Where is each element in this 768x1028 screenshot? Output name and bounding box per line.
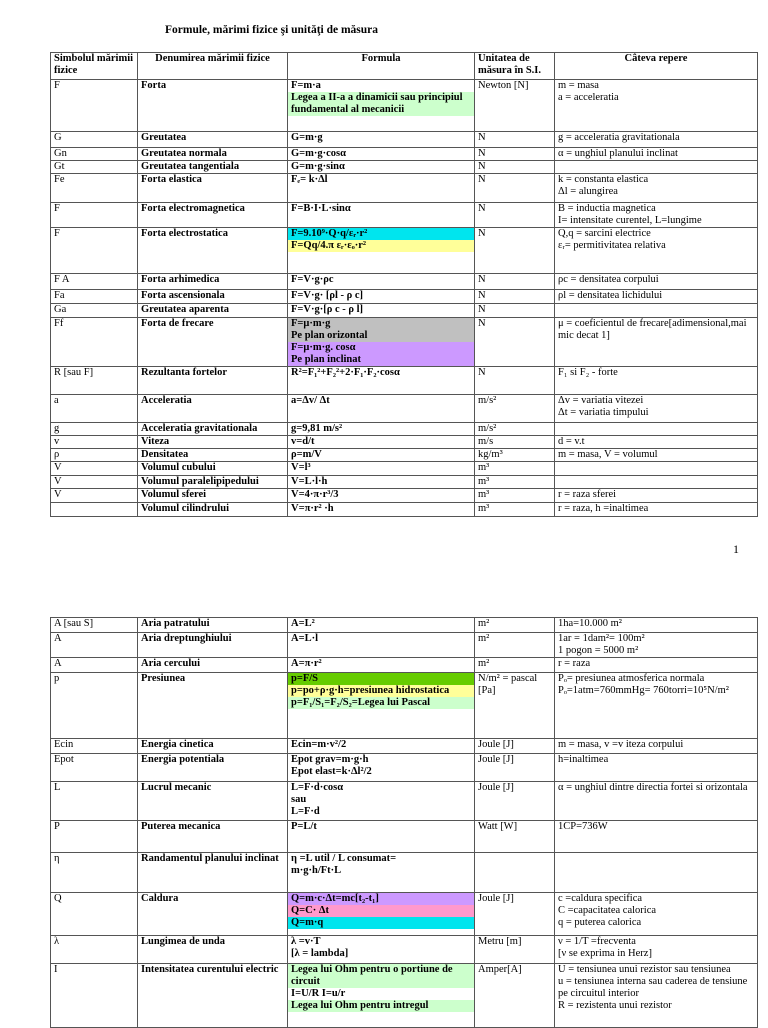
cell-notes — [555, 148, 758, 161]
formula-line: R²=F₁²+F₂²+2·F₁·F₂·cosα — [291, 367, 400, 378]
cell-formula — [288, 964, 475, 1028]
cell-formula — [288, 893, 475, 936]
cell-formula — [288, 449, 475, 462]
cell-symbol: Fa — [51, 290, 138, 304]
formula-line: Legea a II-a a dinamicii sau principiul fundamental al mecanicii — [288, 92, 474, 116]
cell-formula — [288, 395, 475, 423]
formula-line: P=L/t — [291, 821, 317, 832]
table-row — [51, 203, 758, 228]
cell-unit: Watt [W] — [475, 821, 555, 853]
note-line: Pₒ=1atm=760mmHg= 760torri=10⁵N/m² — [558, 685, 729, 696]
table-row — [51, 318, 758, 367]
cell-symbol: η — [51, 853, 138, 893]
cell-name: Volumul cilindrului — [138, 503, 288, 517]
cell-unit: m³ — [475, 462, 555, 476]
note-line: C =capacitatea calorica — [558, 905, 657, 916]
note-line: m = masa, V = volumul — [558, 449, 658, 460]
cell-symbol: Ff — [51, 318, 138, 367]
cell-name: Energia potentiala — [138, 754, 288, 782]
note-line: a = acceleratia — [558, 92, 619, 103]
cell-name: Acceleratia — [138, 395, 288, 423]
cell-notes — [555, 821, 758, 853]
cell-symbol: V — [51, 462, 138, 476]
note-line: εᵣ= permitivitatea relativa — [558, 240, 666, 251]
table-row — [51, 853, 758, 893]
cell-notes — [555, 853, 758, 893]
cell-name: Greutatea tangentiala — [138, 161, 288, 174]
note-line: μ = coeficientul de frecare[adimensional,mai mic decat 1] — [558, 318, 747, 341]
formula-line: a=Δv/ Δt — [291, 395, 330, 406]
cell-notes — [555, 964, 758, 1028]
cell-symbol: F — [51, 80, 138, 132]
cell-name: Densitatea — [138, 449, 288, 462]
note-line: α = unghiul dintre directia fortei si orizontala — [558, 782, 748, 793]
note-line: Δt = variatia timpului — [558, 407, 649, 418]
cell-symbol: p — [51, 673, 138, 739]
cell-notes — [555, 462, 758, 476]
cell-notes — [555, 203, 758, 228]
cell-unit: Joule [J] — [475, 739, 555, 754]
note-line: d = v.t — [558, 436, 585, 447]
cell-symbol: A — [51, 633, 138, 658]
cell-symbol: g — [51, 423, 138, 436]
cell-unit: m³ — [475, 489, 555, 503]
cell-notes — [555, 228, 758, 274]
cell-formula — [288, 436, 475, 449]
cell-unit: m/s² — [475, 423, 555, 436]
cell-name: Presiunea — [138, 673, 288, 739]
cell-notes — [555, 503, 758, 517]
cell-notes — [555, 618, 758, 633]
cell-formula — [288, 174, 475, 203]
formula-line: F=m·a — [291, 80, 321, 91]
table-row — [51, 936, 758, 964]
cell-formula — [288, 462, 475, 476]
cell-unit: N — [475, 203, 555, 228]
cell-unit: m² — [475, 658, 555, 673]
cell-formula — [288, 658, 475, 673]
note-line: 1ar = 1dam²= 100m² — [558, 633, 645, 644]
note-line: Q,q = sarcini electrice — [558, 228, 651, 239]
table-row — [51, 821, 758, 853]
note-line: r = raza, h =inaltimea — [558, 503, 649, 514]
note-line: r = raza sferei — [558, 489, 617, 500]
formula-line: Q=m·c·Δt=mc[t₂-t₁] — [288, 893, 474, 905]
cell-name: Viteza — [138, 436, 288, 449]
cell-name: Aria patratului — [138, 618, 288, 633]
table-row — [51, 462, 758, 476]
cell-formula — [288, 476, 475, 489]
cell-unit: Joule [J] — [475, 754, 555, 782]
table-row — [51, 80, 758, 132]
cell-symbol: Gt — [51, 161, 138, 174]
table-row — [51, 893, 758, 936]
cell-unit: N — [475, 161, 555, 174]
cell-notes — [555, 476, 758, 489]
cell-unit — [475, 853, 555, 893]
header-unit: Unitatea de măsura în S.I. — [475, 53, 555, 80]
cell-formula — [288, 161, 475, 174]
cell-unit: Newton [N] — [475, 80, 555, 132]
cell-symbol — [51, 503, 138, 517]
cell-symbol: L — [51, 782, 138, 821]
table-row — [51, 228, 758, 274]
cell-unit: m³ — [475, 476, 555, 489]
cell-name: Lucrul mecanic — [138, 782, 288, 821]
note-line: c =caldura specifica — [558, 893, 643, 904]
cell-notes — [555, 80, 758, 132]
cell-notes — [555, 395, 758, 423]
cell-unit: N — [475, 290, 555, 304]
cell-name: Aria dreptunghiului — [138, 633, 288, 658]
cell-name: Forta de frecare — [138, 318, 288, 367]
cell-notes — [555, 161, 758, 174]
cell-formula — [288, 782, 475, 821]
note-line: Δl = alungirea — [558, 186, 618, 197]
cell-name: Volumul sferei — [138, 489, 288, 503]
cell-notes — [555, 893, 758, 936]
cell-symbol: Ga — [51, 304, 138, 318]
cell-notes — [555, 449, 758, 462]
formula-line: p=po+ρ·g·h=presiunea hidrostatica — [288, 685, 474, 697]
cell-unit: m² — [475, 633, 555, 658]
cell-notes — [555, 290, 758, 304]
table-row — [51, 161, 758, 174]
note-line: 1ha=10.000 m² — [558, 618, 622, 629]
cell-unit: N — [475, 174, 555, 203]
cell-name: Volumul paralelipipedului — [138, 476, 288, 489]
cell-name: Energia cinetica — [138, 739, 288, 754]
cell-formula — [288, 304, 475, 318]
cell-symbol: Epot — [51, 754, 138, 782]
cell-name: Lungimea de unda — [138, 936, 288, 964]
formula-line: λ =v·T — [291, 936, 321, 947]
cell-formula — [288, 936, 475, 964]
table-row — [51, 618, 758, 633]
formula-line: F=μ·m·g — [288, 318, 474, 330]
formula-line: m·g·h/Ft·L — [291, 865, 342, 876]
table-row — [51, 503, 758, 517]
cell-unit: N/m² = pascal [Pa] — [475, 673, 555, 739]
formula-line: Epot grav=m·g·h — [291, 754, 369, 765]
cell-name: Forta electrostatica — [138, 228, 288, 274]
note-line: U = tensiunea unui rezistor sau tensiunea — [558, 964, 731, 975]
cell-name: Greutatea normala — [138, 148, 288, 161]
cell-name: Intensitatea curentului electric — [138, 964, 288, 1028]
cell-symbol: P — [51, 821, 138, 853]
cell-name: Rezultanta fortelor — [138, 367, 288, 395]
table-row — [51, 274, 758, 290]
cell-formula — [288, 853, 475, 893]
note-line: 1 pogon = 5000 m² — [558, 645, 639, 656]
formula-line: F=Qq/4.π εᵣ·εₒ·r² — [288, 240, 474, 252]
formula-line: A=π·r² — [291, 658, 322, 669]
formula-line: F=9.10⁹·Q·q/εᵣ·r² — [288, 228, 474, 240]
table-row — [51, 174, 758, 203]
table-row — [51, 739, 758, 754]
cell-symbol: λ — [51, 936, 138, 964]
cell-notes — [555, 174, 758, 203]
cell-symbol: V — [51, 476, 138, 489]
cell-unit: Amper[A] — [475, 964, 555, 1028]
cell-symbol: A [sau S] — [51, 618, 138, 633]
formula-line: ρ=m/V — [291, 449, 322, 460]
note-line: ρc = densitatea corpului — [558, 274, 659, 285]
cell-name: Aria cercului — [138, 658, 288, 673]
cell-symbol: ρ — [51, 449, 138, 462]
table-row — [51, 489, 758, 503]
cell-name: Volumul cubului — [138, 462, 288, 476]
formula-line: Q=m·q — [288, 917, 474, 929]
cell-symbol: a — [51, 395, 138, 423]
formula-line: V=4·π·r³/3 — [291, 489, 339, 500]
table-row — [51, 367, 758, 395]
formula-line: A=L² — [291, 618, 315, 629]
formula-line: F=μ·m·g. cosα — [288, 342, 474, 354]
cell-formula — [288, 489, 475, 503]
cell-unit: N — [475, 318, 555, 367]
cell-formula — [288, 423, 475, 436]
cell-name: Forta ascensionala — [138, 290, 288, 304]
formula-table-page2 — [50, 617, 758, 1028]
cell-formula — [288, 367, 475, 395]
formula-line: L=F·d·cosα — [291, 782, 344, 793]
formula-line: A=L·l — [291, 633, 318, 644]
formula-line: F=V·g· [ρl - ρ c] — [291, 290, 364, 301]
table-row — [51, 964, 758, 1028]
cell-name: Acceleratia gravitationala — [138, 423, 288, 436]
header-name: Denumirea mărimii fizice — [138, 53, 288, 80]
cell-symbol: F A — [51, 274, 138, 290]
cell-unit: m/s — [475, 436, 555, 449]
cell-symbol: F — [51, 228, 138, 274]
table-row — [51, 436, 758, 449]
formula-line: p=F/S — [288, 673, 474, 685]
table-row — [51, 476, 758, 489]
formula-line: Epot elast=k·Δl²/2 — [291, 766, 372, 777]
cell-name: Greutatea aparenta — [138, 304, 288, 318]
cell-symbol: Fe — [51, 174, 138, 203]
table-row — [51, 132, 758, 148]
cell-formula — [288, 148, 475, 161]
cell-symbol: V — [51, 489, 138, 503]
cell-symbol: A — [51, 658, 138, 673]
cell-formula — [288, 203, 475, 228]
cell-formula — [288, 80, 475, 132]
note-line: ρl = densitatea lichidului — [558, 290, 663, 301]
header-symbol: Simbolul mărimii fizice — [51, 53, 138, 80]
cell-formula — [288, 132, 475, 148]
note-line: m = masa — [558, 80, 599, 91]
table-row — [51, 423, 758, 436]
cell-unit: N — [475, 148, 555, 161]
header-formula: Formula — [288, 53, 475, 80]
table-row — [51, 449, 758, 462]
note-line: g = acceleratia gravitationala — [558, 132, 680, 143]
page-number: 1 — [733, 542, 739, 556]
cell-symbol: F — [51, 203, 138, 228]
cell-name: Forta — [138, 80, 288, 132]
note-line: B = inductia magnetica — [558, 203, 656, 214]
formula-line: p=F₁/S₁=F₂/S₂=Legea lui Pascal — [288, 697, 474, 709]
formula-line: Pe plan orizontal — [288, 330, 474, 342]
formula-line: G=m·g — [291, 132, 323, 143]
formula-line: G=m·g·sinα — [291, 161, 345, 172]
cell-notes — [555, 739, 758, 754]
formula-line: η =L util / L consumat= — [291, 853, 397, 864]
cell-name: Forta electromagnetica — [138, 203, 288, 228]
cell-notes — [555, 274, 758, 290]
formula-line: V=l³ — [291, 462, 311, 473]
note-line: Δv = variatia vitezei — [558, 395, 644, 406]
cell-unit: Joule [J] — [475, 893, 555, 936]
cell-symbol: R [sau F] — [51, 367, 138, 395]
table-row — [51, 148, 758, 161]
cell-formula — [288, 673, 475, 739]
formula-line: L=F·d — [291, 806, 320, 817]
note-line: I= intensitate curentel, L=lungime — [558, 215, 702, 226]
note-line: R = rezistenta unui rezistor — [558, 1000, 672, 1011]
cell-unit: m/s² — [475, 395, 555, 423]
cell-formula — [288, 739, 475, 754]
cell-notes — [555, 318, 758, 367]
cell-unit: N — [475, 304, 555, 318]
cell-notes — [555, 936, 758, 964]
cell-unit: m³ — [475, 503, 555, 517]
cell-unit: N — [475, 228, 555, 274]
formula-line: F=B·I·L·sinα — [291, 203, 351, 214]
formula-line: I=U/R I=u/r — [291, 988, 346, 999]
formula-line: Q=C· Δt — [288, 905, 474, 917]
cell-unit: Joule [J] — [475, 782, 555, 821]
cell-symbol: Gn — [51, 148, 138, 161]
cell-notes — [555, 489, 758, 503]
cell-notes — [555, 132, 758, 148]
formula-line: F=V·g·ρc — [291, 274, 334, 285]
cell-formula — [288, 318, 475, 367]
note-line: m = masa, v =v iteza corpului — [558, 739, 684, 750]
table-row — [51, 290, 758, 304]
cell-notes — [555, 754, 758, 782]
table-row — [51, 782, 758, 821]
formula-line: V=L·l·h — [291, 476, 328, 487]
cell-unit: kg/m³ — [475, 449, 555, 462]
note-line: Pₒ= presiunea atmosferica normala — [558, 673, 705, 684]
formula-line: [λ = lambda] — [291, 948, 349, 959]
formula-line: G=m·g·cosα — [291, 148, 347, 159]
cell-notes — [555, 423, 758, 436]
cell-formula — [288, 228, 475, 274]
cell-formula — [288, 618, 475, 633]
formula-line: Pe plan inclinat — [288, 354, 474, 366]
cell-symbol: G — [51, 132, 138, 148]
cell-name: Forta arhimedica — [138, 274, 288, 290]
table-row — [51, 304, 758, 318]
cell-symbol: I — [51, 964, 138, 1028]
cell-notes — [555, 304, 758, 318]
cell-unit: N — [475, 367, 555, 395]
formula-line: v=d/t — [291, 436, 315, 447]
formula-line: V=π·r² ·h — [291, 503, 334, 514]
cell-name: Caldura — [138, 893, 288, 936]
note-line: F₁ si F₂ - forte — [558, 367, 618, 378]
note-line: [ν se exprima in Herz] — [558, 948, 652, 959]
cell-notes — [555, 658, 758, 673]
cell-name: Greutatea — [138, 132, 288, 148]
cell-unit: N — [475, 132, 555, 148]
formula-line: Legea lui Ohm pentru intregul — [288, 1000, 474, 1012]
cell-formula — [288, 503, 475, 517]
cell-name: Puterea mecanica — [138, 821, 288, 853]
note-line: h=inaltimea — [558, 754, 609, 765]
note-line: u = tensiunea interna sau caderea de tensiune pe circuitul interior — [558, 976, 748, 999]
formula-line: Ecin=m·v²/2 — [291, 739, 347, 750]
header-notes: Câteva repere — [555, 53, 758, 80]
note-line: q = puterea calorica — [558, 917, 642, 928]
cell-formula — [288, 754, 475, 782]
table-row — [51, 633, 758, 658]
note-line: k = constanta elastica — [558, 174, 649, 185]
cell-formula — [288, 821, 475, 853]
cell-symbol: v — [51, 436, 138, 449]
cell-unit: N — [475, 274, 555, 290]
cell-name: Forta elastica — [138, 174, 288, 203]
cell-symbol: Q — [51, 893, 138, 936]
cell-notes — [555, 782, 758, 821]
table-row — [51, 673, 758, 739]
formula-table-page1 — [50, 52, 758, 517]
note-line: α = unghiul planului inclinat — [558, 148, 678, 159]
formula-line: g=9,81 m/s² — [291, 423, 343, 434]
note-line: r = raza — [558, 658, 591, 669]
cell-formula — [288, 290, 475, 304]
table-row — [51, 395, 758, 423]
formula-line: sau — [291, 794, 307, 805]
cell-notes — [555, 436, 758, 449]
document-title: Formule, mărimi fizice şi unităţi de măsura — [165, 24, 379, 36]
table-row — [51, 754, 758, 782]
note-line: 1CP=736W — [558, 821, 608, 832]
cell-symbol: Ecin — [51, 739, 138, 754]
formula-line: Fₑ= k·Δl — [291, 174, 328, 185]
table-header-row — [51, 53, 758, 80]
cell-formula — [288, 633, 475, 658]
formula-line: F=V·g·[ρ c - ρ l] — [291, 304, 364, 315]
cell-notes — [555, 673, 758, 739]
cell-notes — [555, 633, 758, 658]
cell-unit: Metru [m] — [475, 936, 555, 964]
note-line: ν = 1/T =frecventa — [558, 936, 636, 947]
cell-notes — [555, 367, 758, 395]
cell-unit: m² — [475, 618, 555, 633]
formula-line: Legea lui Ohm pentru o portiune de circuit — [288, 964, 474, 988]
cell-formula — [288, 274, 475, 290]
cell-name: Randamentul planului inclinat — [138, 853, 288, 893]
table-row — [51, 658, 758, 673]
